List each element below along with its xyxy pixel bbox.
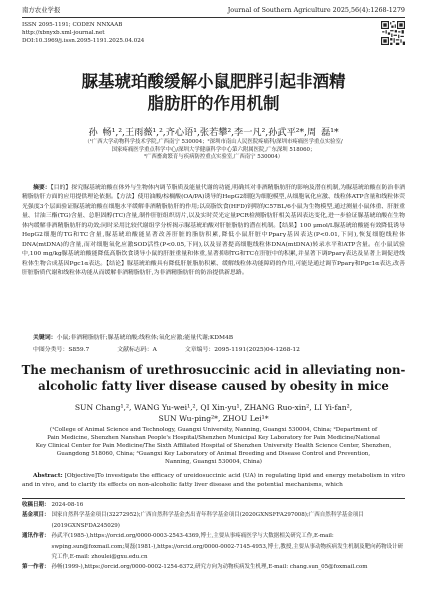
abstract-text-cn: 【目的】探究脲基琥珀酸在体外与生物体内调节脂质及能量代谢的功能,明确其对非酒精脂肪肝的影响及潜在机制,为脲基琥珀酸在防治非酒精脂肪肝方面的应用提供理论依据。【方法】使用油酸/棕榈酸(OA/PA)诱导的HepG2细胞为细胞模型,从细胞氧化应激、线粒体ATP含量和线粒体荧光强度3个层面验证脲基琥珀酸在细胞水平缓解非酒精脂肪肝的作用;以高脂饮食(HFD)饲喂的C57BL/6小鼠为生物模型,通过测量小鼠体重、肝脏重量、甘油三酯(TG)含量、总胆固醇(TC)含量,制作肝脏组织切片,以及实时荧光定量PCR检测脂肪肝相关基因表达变化,进一步验证脲基琥珀酸在生物体内缓解非酒精脂肪肝的功效;同时采用比较代谢组学分析揭示脲基琥珀酸对肝脏脂肪的潜在机制。【结果】100 μmol/L脲基琥珀酸能有效降低诱导HepG2细胞的TG和TC含量,脲基琥珀酸能显著改善肝脏的脂肪积累,降低小鼠肝脏中Pparγ基因表达(P<0.01,下同),恢复细胞线粒体DNA(mtDNA)的含量,而对细胞氧化应激SOD活性(P<0.05,下同),以及显著提高细胞线粒体DNA(mtDNA)转录水平和ATP含量。在小鼠试验中,100 mg/kg脲基琥珀酸能降低高脂饮食诱导小鼠的肝脏重量和体重,显著抑制TG和TC在肝脏中的积累,并显著下调Pparγ表达及显著上调促进线粒体生物合成基因Pgc1α表达。【结论】脲基琥珀酸具有降低肝脏脂肪积累、缓解线粒体功能障碍的作用,可能是通过调节Pparγ和Pgc1α表达,改善肝脏脂质代谢和线粒体功能从而缓解非酒精脂肪肝,为非酒精脂肪肝的防治提供新思路。	[22, 185, 406, 277]
fund-info: 基金项目： 国家自然科学基金项目(32272952);广西自然科学基金杰出青年科学基金项目(2020GXNSFFA297008);广西自然科学基金项目(2019GXNSFDA245029)	[22, 512, 364, 529]
article-number: 文章编号：2095-1191(2025)04-1268-12	[184, 347, 300, 353]
abstract-en	[22, 472, 405, 491]
keywords-label: 关键词：	[33, 334, 57, 341]
doi-line[interactable]: DOI:10.3969/j.issn.2095-1191.2025.04.024	[22, 37, 145, 44]
classification-line	[33, 344, 405, 353]
author-list-en: SUN Chang¹,², WANG Yu-wei¹,², QI Xin-yu¹, ZHANG Ruo-xin², LI Yi-fan², SUN Wu-ping²*, ZHOU Lei¹*	[74, 403, 353, 423]
article-title-en: The mechanism of urethrosuccinic acid in alleviating non- alcoholic fatty liver disease caused by obesity in mice	[21, 363, 406, 393]
author-list-cn: 孙 畅¹,²,王雨薇¹,²,齐心语¹,张若攀²,李一凡²,孙武平²*,周 磊¹*	[88, 127, 339, 138]
journal-name-cn: 南方农业学报	[22, 6, 61, 14]
header-rule	[22, 17, 405, 18]
abstract-text-en: [Objective]To investigate the efficacy of ureidosuccinic acid (UA) in regulating lipid and energy metabolism in vitro and in vivo, and to clarify its effects on non-alcoholic fatty liver disease and the potential mechanisms, which	[22, 473, 406, 489]
article-meta	[22, 22, 144, 46]
clc-number: 中图分类号：S859.7	[33, 347, 90, 353]
abstract-cn	[22, 183, 405, 279]
affiliations-en: (¹College of Animal Science and Technology, Guangxi University, Nanning, Guangxi 530004, China; ²Department of Pain Medicine, Shenzhen Nanshan People's Hospital/Shenzhen Municipal Key Laboratory for Pain Medicine/National Key Clinical Center for Pain Medicine/The Sixth Affiliated Hospital of Shenzhen University Health Science Center, Shenzhen, Guangdong 518060, China; ³Guangxi Key Laboratory of Animal Breeding and Disease Control and Prevention, Nanning, Guangxi 530004, China)	[35, 427, 392, 465]
article-title-cn: 脲基琥珀酸缓解小鼠肥胖引起非酒精 脂肪肝的作用机制	[81, 72, 346, 113]
keywords-text: 小鼠;非酒精脂肪肝;脲基琥珀酸;线粒体;氧化应激;能量代谢;KDM4B	[56, 335, 234, 341]
footnote	[22, 498, 405, 573]
corresponding-author: 通讯作者： 孙武平(1985-),https://orcid.org/0000-0003-2543-4369,博士,主要从事疼痛医学与大数据相关研究工作,E-mail: swping.sun@foxmail.com;周磊(1981-),https://orcid.org/0000-0002-7145-4953,博士,教授,主要从事动物疾病发生机制及靶向药物设计研究工作,E-mail: zhoulei@gxu.edu.cn	[22, 533, 404, 561]
abstract-label-en: Abstract:	[33, 473, 63, 479]
first-author: 第一作者： 孙畅(1999-),https://orcid.org/0000-0002-1254-6372,研究方向为动物疾病发生机理,E-mail: chang.sun_05@foxmail.com	[22, 564, 368, 571]
abstract-label-cn: 摘要：	[33, 184, 51, 191]
running-header	[22, 6, 405, 18]
journal-issue: Journal of Southern Agriculture 2025,56(4):1268-1279	[227, 6, 405, 14]
received-date: 收稿日期： 2024-08-16	[22, 502, 84, 508]
qr-code-icon	[381, 21, 405, 45]
keywords-cn	[22, 334, 405, 342]
document-code: 文献标志码：A	[117, 347, 157, 353]
issn-line: ISSN 2095-1191; CODEN NNXAAB	[22, 22, 123, 28]
journal-url[interactable]: http://xbnyxb.xml-journal.net	[22, 29, 105, 36]
affiliations-cn: （¹广西大学动物科学技术学院,广西南宁 530004；²深圳市南山人民医院疼痛科/深圳市疼痛医学重点实验室/ 国家疼痛医学重点科学中心/深圳大学健康科学中心第六附属医院,广东深圳 518060； ³广西畜禽繁育与疾病防控重点实验室,广西南宁 530004）	[84, 139, 343, 160]
